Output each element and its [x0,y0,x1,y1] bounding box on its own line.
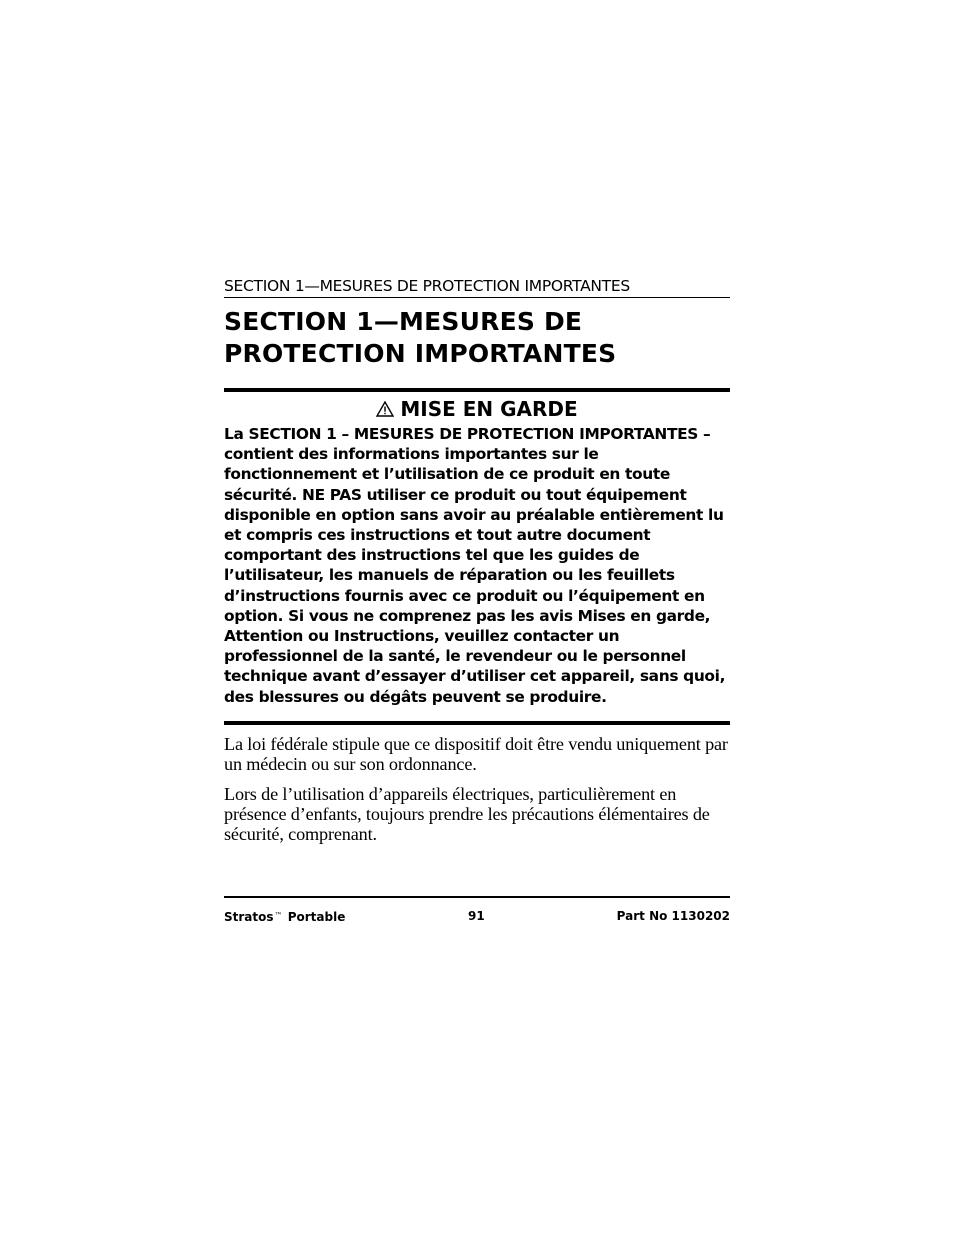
footer-product-suffix: Portable [287,910,346,924]
running-header: SECTION 1—MESURES DE PROTECTION IMPORTANTES [224,276,730,298]
warning-text [224,424,730,707]
footer-product [224,907,345,926]
body-paragraph-precautions: Lors de l’utilisation d’appareils électriques, particulièrement en présence d’enfants, toujours prendre les précautions élémentaires de sécurité, comprenant. [224,784,710,845]
footer-product-name: Stratos [224,910,274,924]
warning-top-rule [224,388,730,392]
warning-emphasis: NE PAS [302,485,362,504]
footer-rule [224,896,730,898]
warning-triangle-icon [376,401,394,417]
warning-heading [224,396,730,422]
warning-lead: La SECTION 1 – MESURES DE PROTECTION IMPORTANTES [224,425,699,443]
document-page [224,0,730,1235]
warning-text-part1: – contient des informations importantes sur le fonctionnement et l’utilisation de ce produit en toute sécurité. [224,425,711,504]
warning-text-part2: utiliser ce produit ou tout équipement disponible en option sans avoir au préalable entièrement lu et compris ces instructions et tout autre document comportant des instructions tel que les guides de l’utilisateur, les manuels de réparation ou les feuillets d’instructions fournis avec ce produit ou l’équipement en option. Si vous ne comprenez pas les avis Mises en garde, Attention ou Instructions, veuillez contacter un professionnel de la santé, le revendeur ou le personnel technique avant d’essayer d’utiliser cet appareil, sans quoi, des blessures ou dégâts peuvent se produire. [224,485,726,706]
page-number: 91 [468,909,485,923]
page-footer [224,907,730,925]
section-title-line2: PROTECTION IMPORTANTES [224,339,617,368]
body-paragraph-federal-law: La loi fédérale stipule que ce dispositif doit être vendu uniquement par un médecin ou sur son ordonnance. [224,734,728,775]
section-title-line1: SECTION 1—MESURES DE [224,307,583,336]
trademark-symbol: ™ [274,911,283,920]
part-number: Part No 1130202 [616,909,730,923]
section-title [224,306,730,370]
warning-bottom-rule [224,721,730,725]
warning-heading-text: MISE EN GARDE [400,397,578,421]
